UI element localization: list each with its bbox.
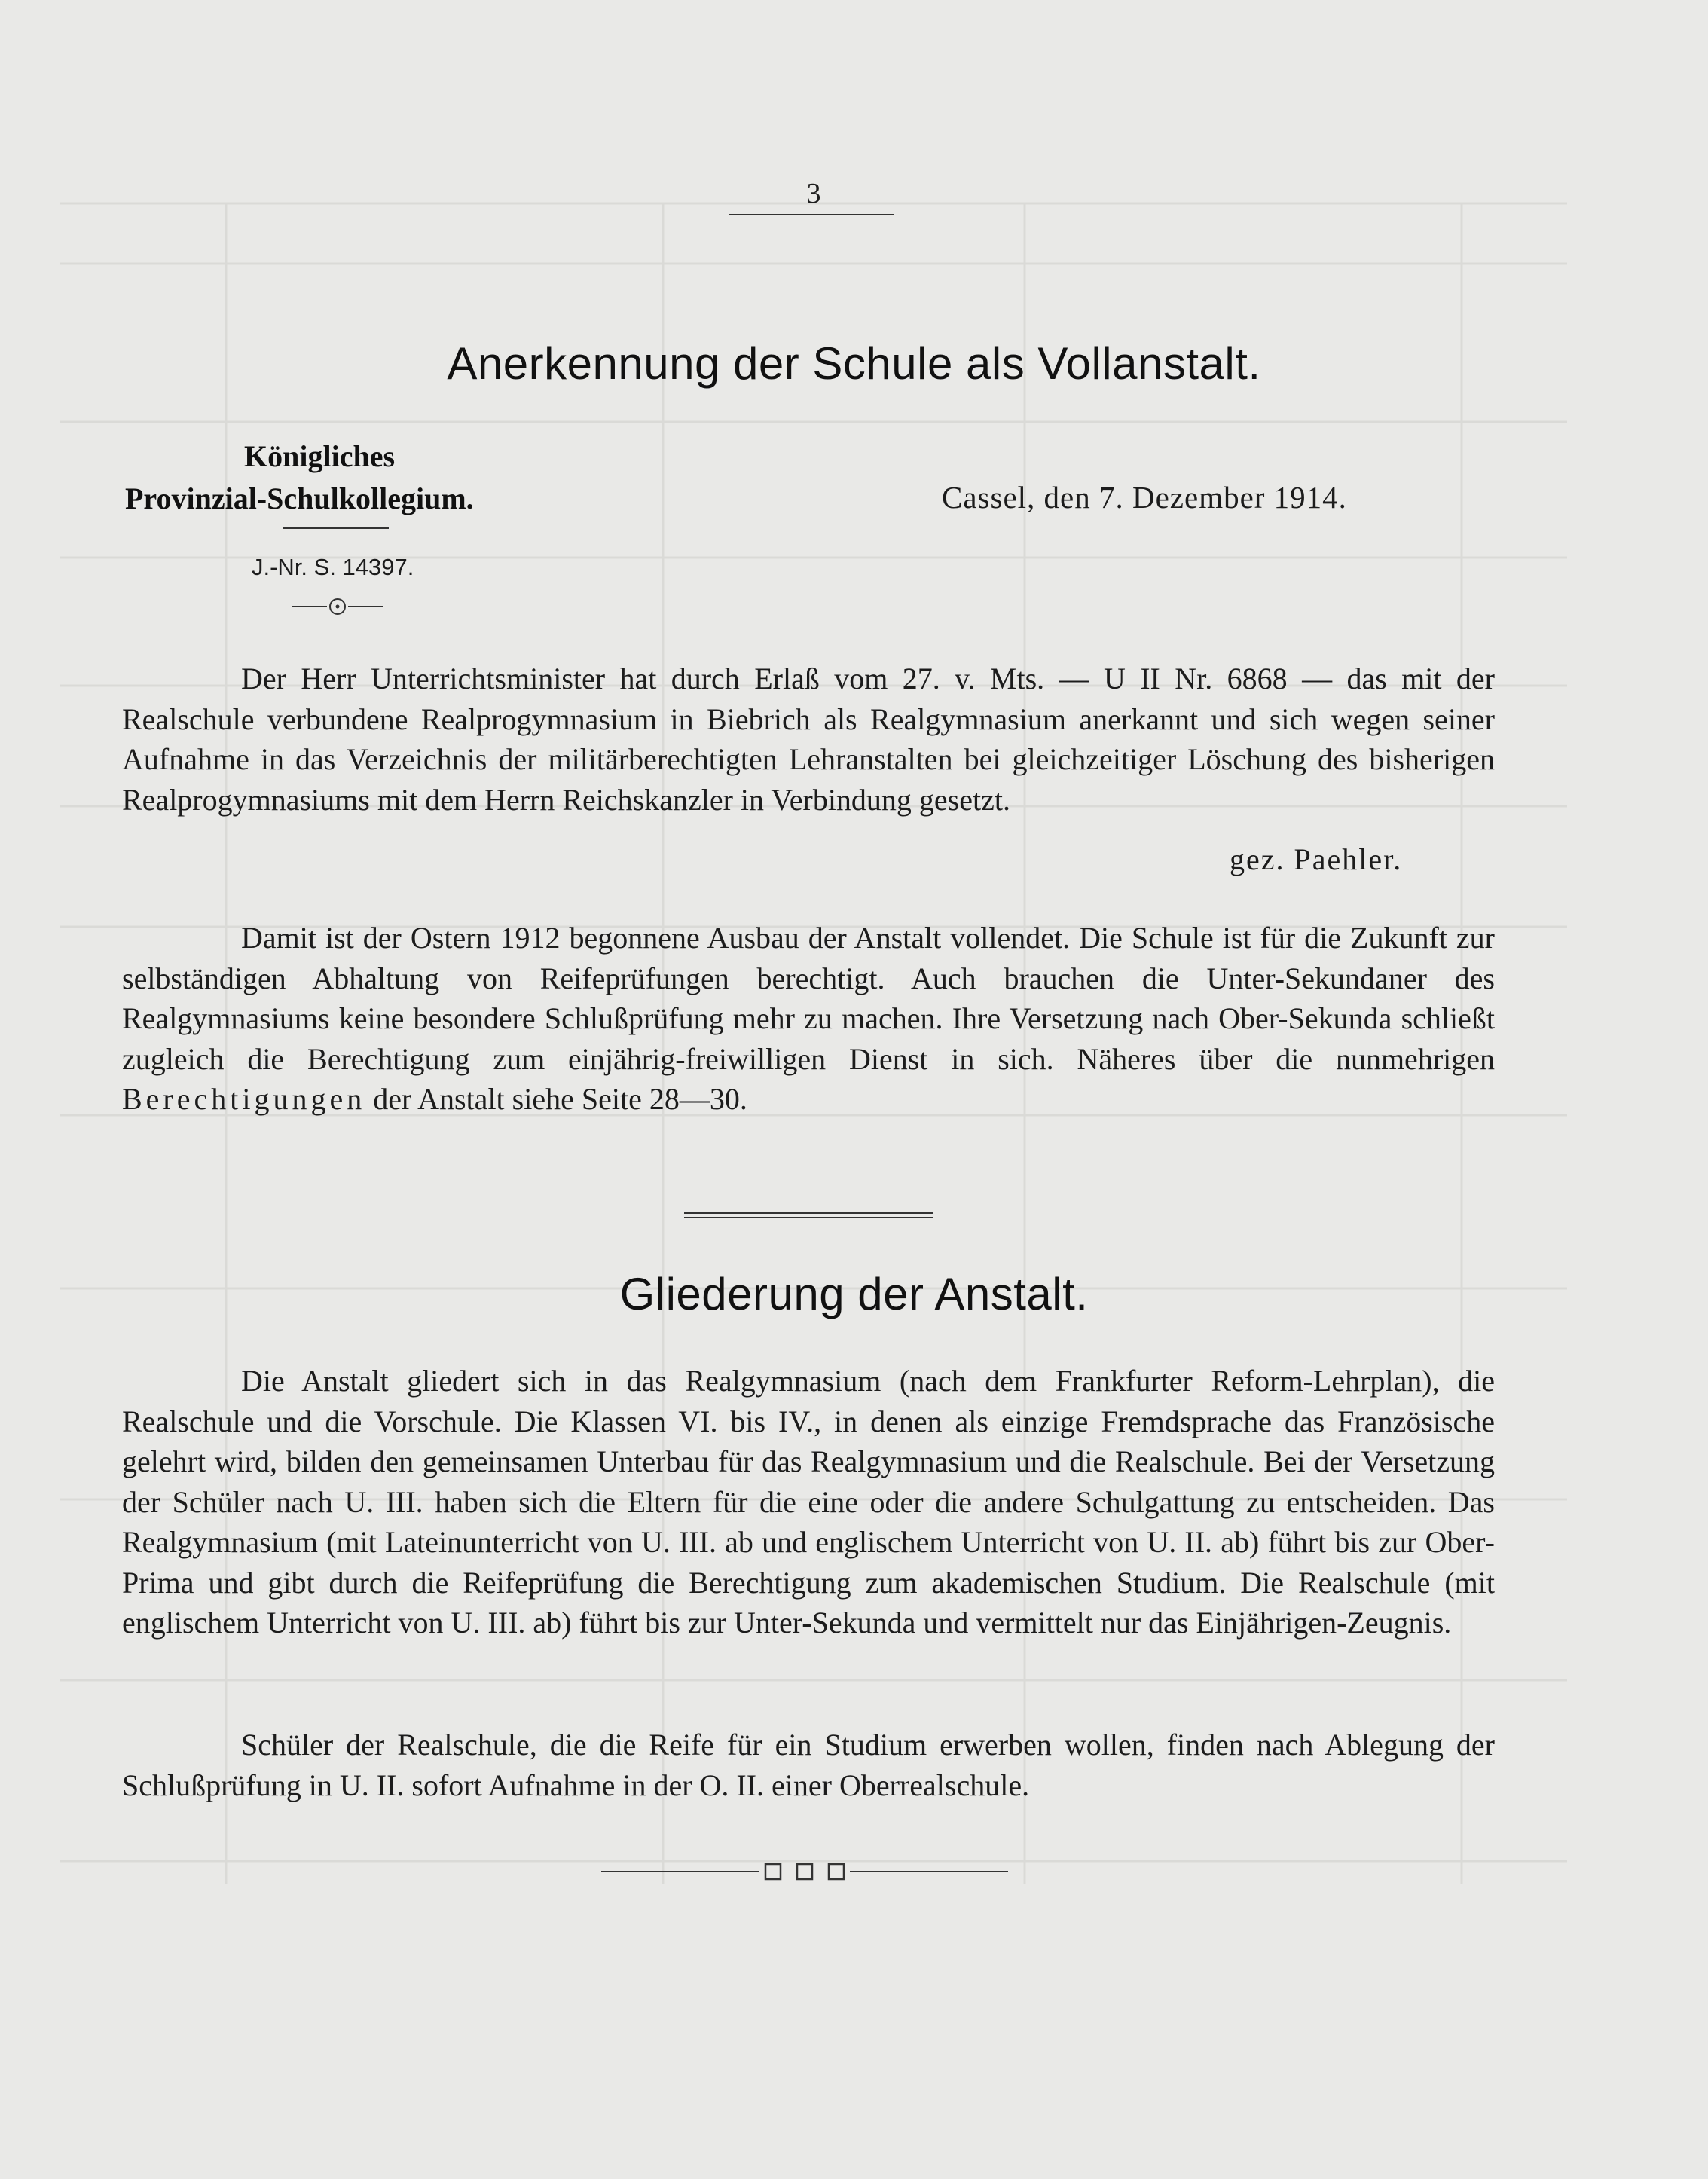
heading-recognition: Anerkennung der Schule als Vollanstalt. bbox=[447, 338, 1261, 389]
place-date: Cassel, den 7. Dezember 1914. bbox=[942, 480, 1347, 515]
reference-number: J.-Nr. S. 14397. bbox=[252, 554, 414, 580]
page-number-rule bbox=[729, 214, 894, 215]
paragraph-completion-post: der Anstalt siehe Seite 28—30. bbox=[365, 1082, 747, 1116]
circle-divider-icon bbox=[292, 595, 383, 618]
sender-line-1: Königliches bbox=[244, 439, 396, 473]
paragraph-completion bbox=[122, 918, 1495, 1120]
signature: gez. Paehler. bbox=[1230, 842, 1403, 876]
paragraph-structure: Die Anstalt gliedert sich in das Realgymnasium (nach dem Frankfurter Reform-Lehrplan), die Realschule und die Vorschule. Die Klassen VI. bis IV., in denen als einzige Fremdsprache das Französische gelehrt wird, bilden den gemeinsamen Unterbau für das Realgymnasium und die Realschule. Bei der Versetzung der Schüler nach U. III. haben sich die Eltern für die eine oder die andere Schulgattung zu entscheiden. Das Realgymnasium (mit Lateinunterricht von U. III. ab und englischem Unterricht von U. II. ab) führt bis zur Ober-Prima und gibt durch die Reifeprüfung die Berechtigung zum akademischen Studium. Die Realschule (mit englischem Unterricht von U. III. ab) führt bis zur Unter-Sekunda und vermittelt nur das Einjährigen-Zeugnis. bbox=[122, 1364, 1495, 1640]
page-number: 3 bbox=[806, 178, 821, 209]
heading-structure: Gliederung der Anstalt. bbox=[619, 1269, 1089, 1319]
sender-line-2: Provinzial-Schulkollegium. bbox=[125, 481, 474, 515]
end-ornament-icon bbox=[601, 1857, 1008, 1887]
paragraph-decree: Der Herr Unterrichtsminister hat durch Erlaß vom 27. v. Mts. — U II Nr. 6868 — das mit der Realschule verbundene Realprogymnasium in Biebrich als Realgymnasium anerkannt und sich wegen seiner Aufnahme in das Verzeichnis der militärberechtigten Lehranstalten bei gleichzeitiger Löschung des bisherigen Realprogymnasiums mit dem Herrn Reichskanzler in Verbindung gesetzt. bbox=[122, 662, 1495, 817]
sender-underline bbox=[283, 527, 389, 529]
paragraph-completion-pre: Damit ist der Ostern 1912 begonnene Ausbau der Anstalt vollendet. Die Schule ist für die Zukunft zur selbständigen Abhaltung von Reifeprüfungen berechtigt. Auch brauchen die Unter-Sekundaner des Realgymnasiums keine besondere Schlußprüfung mehr zu machen. Ihre Versetzung nach Ober-Sekunda schließt zugleich die Berechtigung zum einjährig-freiwilligen Dienst in sich. Näheres über die nunmehrigen bbox=[122, 921, 1495, 1076]
paragraph-realschule: Schüler der Realschule, die die Reife für ein Studium erwerben wollen, finden nach Ablegung der Schlußprüfung in U. II. sofort Aufnahme in der O. II. einer Oberrealschule. bbox=[122, 1728, 1495, 1802]
paragraph-completion-spaced: Berechtigungen bbox=[122, 1082, 366, 1116]
section-divider bbox=[684, 1210, 933, 1221]
